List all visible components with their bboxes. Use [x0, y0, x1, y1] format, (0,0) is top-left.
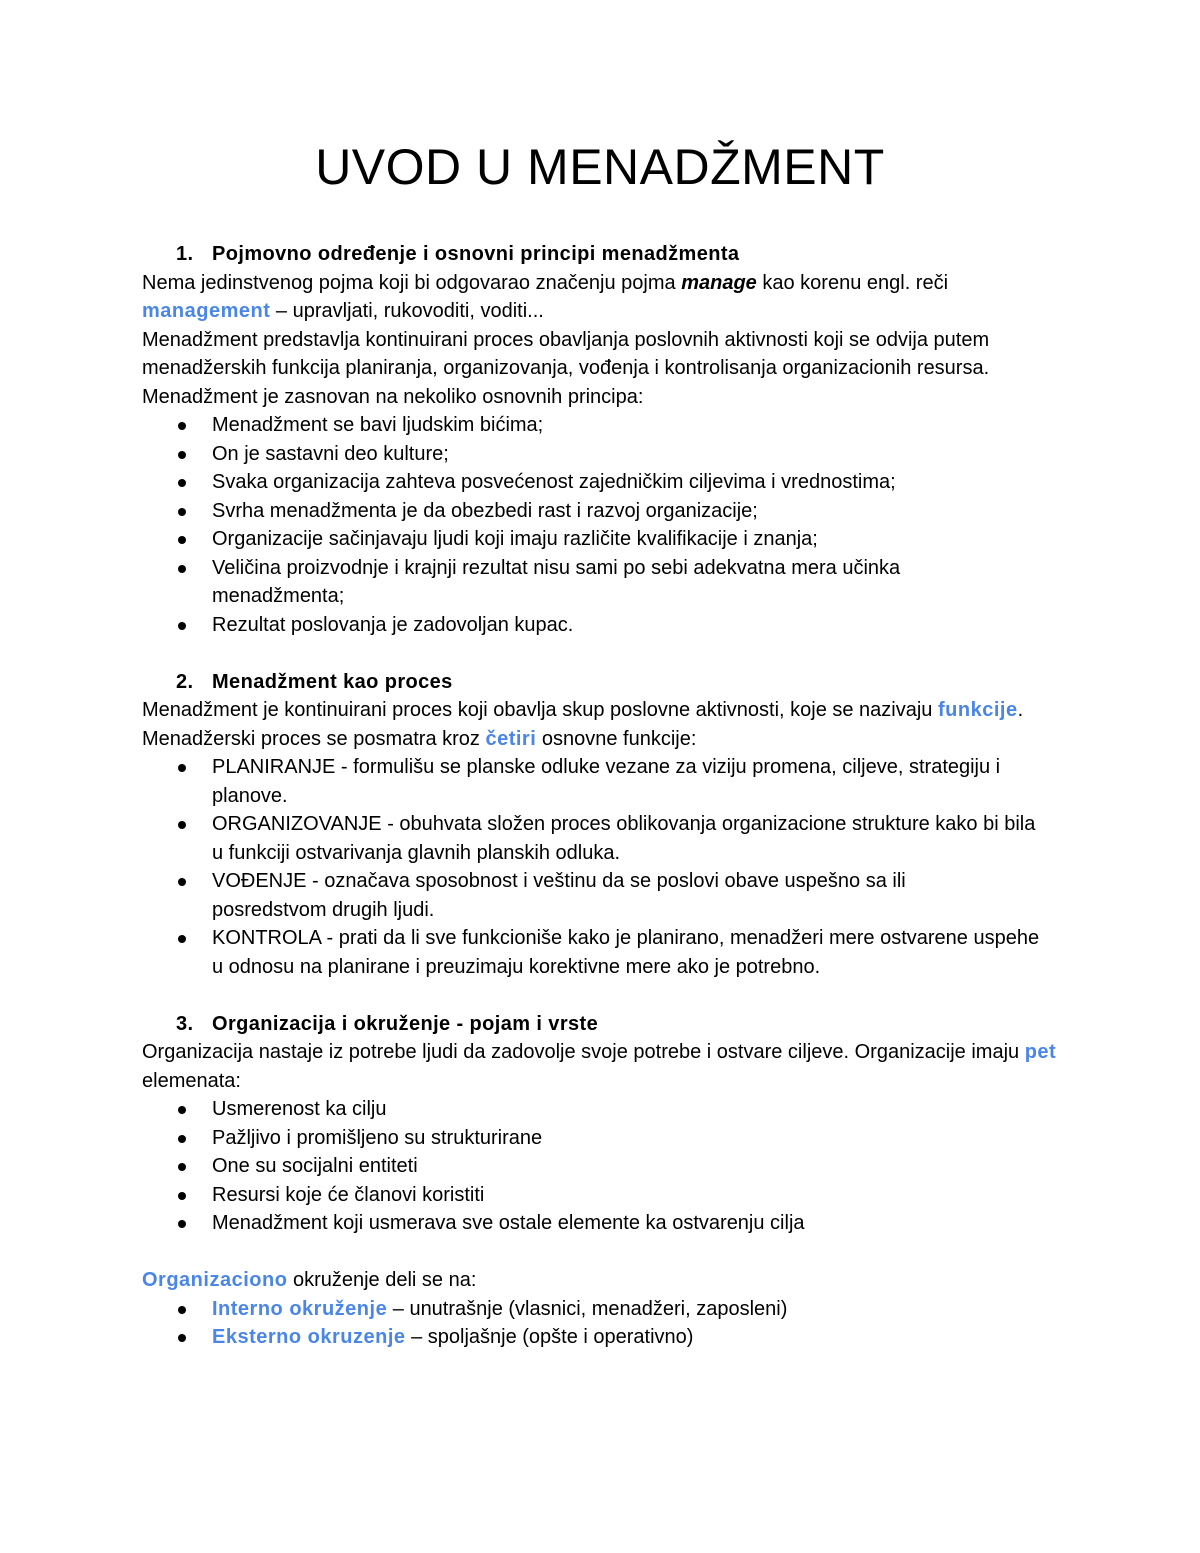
- bullet-icon: [178, 764, 186, 772]
- list-item: KONTROLA - prati da li sve funkcioniše kako je planirano, menadžeri mere ostvarene uspehe u odnosu na planirane i preuzimaju korektivne mere ako je potrebno.: [142, 924, 1042, 981]
- text-run: elemenata:: [142, 1069, 241, 1092]
- bullet-icon: [178, 1135, 186, 1143]
- list-item: Veličina proizvodnje i krajnji rezultat nisu sami po sebi adekvatna mera učinka menadžmenta;: [142, 554, 1022, 611]
- highlight-cetiri: četiri: [485, 727, 537, 750]
- section-title: Menadžment kao proces: [212, 670, 453, 693]
- bullet-icon: [178, 935, 186, 943]
- highlight-management: management: [142, 300, 271, 322]
- bullet-icon: [178, 1306, 186, 1314]
- highlight-organizaciono: Organizaciono: [142, 1269, 288, 1291]
- list-item: Menadžment koji usmerava sve ostale elemente ka ostvarenju cilja: [142, 1209, 1072, 1238]
- bullet-icon: [178, 565, 186, 573]
- list-item: Interno okruženje – unutrašnje (vlasnici, menadžeri, zaposleni): [142, 1295, 1072, 1324]
- functions-list: [142, 753, 1072, 981]
- emphasis-manage: manage: [681, 271, 757, 294]
- bullet-icon: [178, 1220, 186, 1228]
- section-2-heading: [142, 668, 1072, 697]
- section-1-heading: [142, 240, 1072, 269]
- bullet-icon: [178, 1334, 186, 1342]
- bullet-icon: [178, 821, 186, 829]
- list-item: Pažljivo i promišljeno su strukturirane: [142, 1124, 1072, 1153]
- document-body: [142, 240, 1072, 1352]
- paragraph: [142, 269, 1072, 326]
- list-item: Organizacije sačinjavaju ljudi koji imaju različite kvalifikacije i znanja;: [142, 525, 1072, 554]
- section-number: 1.: [176, 243, 194, 265]
- section-title: Organizacija i okruženje - pojam i vrste: [212, 1012, 599, 1035]
- list-item: Svaka organizacija zahteva posvećenost zajedničkim ciljevima i vrednostima;: [142, 468, 1072, 497]
- bullet-icon: [178, 536, 186, 544]
- bullet-icon: [178, 422, 186, 430]
- paragraph: [142, 1038, 1072, 1095]
- list-item: Eksterno okruzenje – spoljašnje (opšte i operativno): [142, 1323, 1072, 1352]
- list-item: One su socijalni entiteti: [142, 1152, 1072, 1181]
- elements-list: [142, 1095, 1072, 1238]
- list-item: Rezultat poslovanja je zadovoljan kupac.: [142, 611, 1072, 640]
- bullet-icon: [178, 622, 186, 630]
- text-run: osnovne funkcije:: [536, 727, 697, 750]
- list-item: Resursi koje će članovi koristiti: [142, 1181, 1072, 1210]
- section-3-heading: [142, 1010, 1072, 1039]
- list-item: ORGANIZOVANJE - obuhvata složen proces oblikovanja organizacione strukture kako bi bila u funkciji ostvarivanja glavnih planskih odluka.: [142, 810, 1042, 867]
- list-item: Menadžment se bavi ljudskim bićima;: [142, 411, 1072, 440]
- text-run: okruženje deli se na:: [287, 1269, 477, 1291]
- bullet-icon: [178, 508, 186, 516]
- section-number: 2.: [176, 670, 194, 693]
- text-run: – upravljati, rukovoditi, voditi...: [270, 300, 544, 322]
- text-run: . Menadžerski proces se posmatra kroz: [142, 699, 1024, 750]
- environment-list: [142, 1295, 1072, 1352]
- paragraph: [142, 1266, 1072, 1295]
- list-item: Usmerenost ka cilju: [142, 1095, 1072, 1124]
- bullet-icon: [178, 878, 186, 886]
- highlight-term: Eksterno okruzenje: [212, 1326, 406, 1348]
- principles-list: [142, 411, 1072, 639]
- section-number: 3.: [176, 1012, 194, 1035]
- highlight-term: Interno okruženje: [212, 1297, 388, 1320]
- bullet-icon: [178, 1106, 186, 1114]
- list-item: On je sastavni deo kulture;: [142, 440, 1072, 469]
- list-item: PLANIRANJE - formulišu se planske odluke vezane za viziju promena, ciljeve, strategiju i planove.: [142, 753, 1052, 810]
- list-item: Svrha menadžmenta je da obezbedi rast i razvoj organizacije;: [142, 497, 1072, 526]
- text-run: Organizacija nastaje iz potrebe ljudi da zadovolje svoje potrebe i ostvare ciljeve. Organizacije imaju: [142, 1041, 1025, 1063]
- bullet-icon: [178, 479, 186, 487]
- paragraph: Menadžment predstavlja kontinuirani proces obavljanja poslovnih aktivnosti koji se odvija putem menadžerskih funkcija planiranja, organizovanja, vođenja i kontrolisanja organizacionih resursa.: [142, 328, 990, 379]
- text-run: kao korenu engl. reči: [756, 271, 949, 294]
- text-run: Nema jedinstvenog pojma koji bi odgovarao značenju pojma: [142, 271, 682, 294]
- bullet-icon: [178, 451, 186, 459]
- list-item: VOĐENJE - označava sposobnost i veštinu da se poslovi obave uspešno sa ili posredstvom drugih ljudi.: [142, 867, 1012, 924]
- paragraph: [142, 696, 1072, 753]
- document-title: UVOD U MENADŽMENT: [315, 139, 885, 195]
- bullet-icon: [178, 1192, 186, 1200]
- text-run: Menadžment je kontinuirani proces koji obavlja skup poslovne aktivnosti, koje se nazivaju: [142, 699, 938, 721]
- highlight-funkcije: funkcije: [938, 699, 1018, 721]
- section-title: Pojmovno određenje i osnovni principi menadžmenta: [212, 243, 740, 265]
- highlight-pet: pet: [1024, 1041, 1057, 1063]
- paragraph: Menadžment je zasnovan na nekoliko osnovnih principa:: [142, 385, 644, 408]
- bullet-icon: [178, 1163, 186, 1171]
